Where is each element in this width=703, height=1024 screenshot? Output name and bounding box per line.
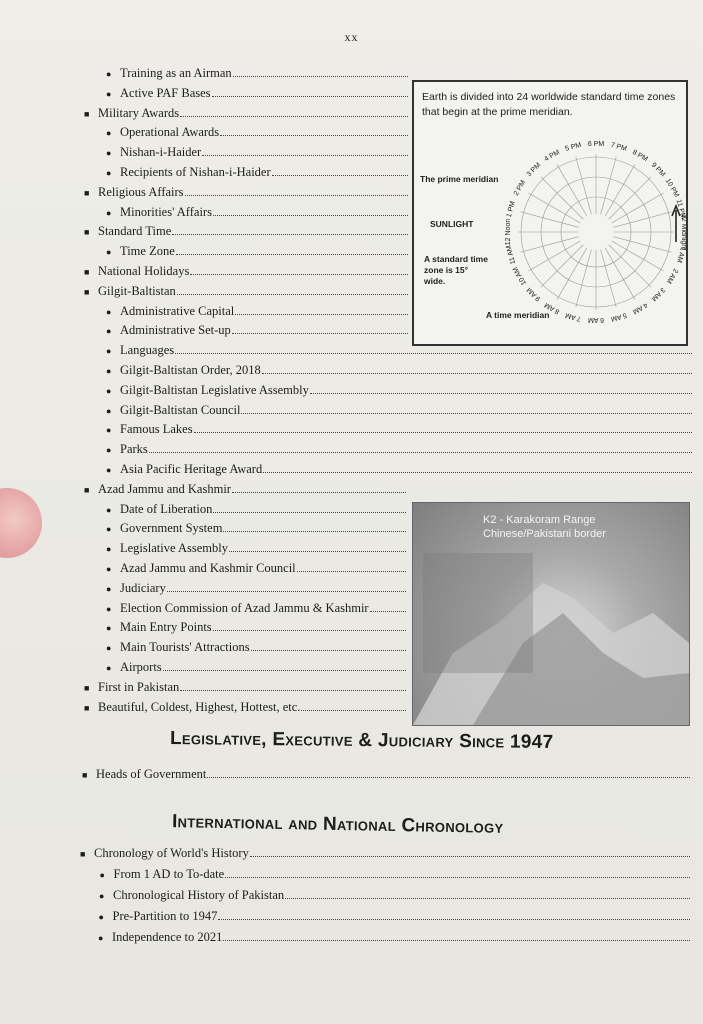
round-bullet-icon: ● [106,425,112,436]
dot-leader [175,353,692,354]
toc-entry-text: Administrative Set-up [120,323,231,338]
time-zone-ray [576,249,592,307]
round-bullet-icon: ● [106,564,112,574]
square-bullet-icon: ■ [84,484,90,495]
time-zone-figure [412,80,688,346]
time-zone-ray [528,193,580,223]
dot-leader [272,175,408,176]
toc-entry-text: Nishan-i-Haider [120,145,202,160]
hour-label: 3 PM [525,161,543,179]
toc-entry-text: First in Pakistan [98,679,180,694]
time-zone-ray [541,245,583,287]
toc-entry-text: Famous Lakes [120,422,193,437]
toc-entry-text: Gilgit-Baltistan [98,283,176,298]
dot-leader [229,551,406,552]
dot-leader [180,690,406,691]
round-bullet-icon: ● [106,623,112,634]
round-bullet-icon: ● [99,891,105,901]
hour-label: 12 Noon [504,218,512,246]
toc-entry-text: Religious Affairs [98,184,184,199]
toc-entry-text: Airports [120,660,162,674]
round-bullet-icon: ● [106,148,112,159]
hour-label: 6 PM [587,140,605,148]
toc-entry [106,383,692,399]
toc-entry-text: Chronology of World's History [94,846,249,860]
label-time-meridian: A time meridian [486,310,550,320]
toc-entry-text: Gilgit-Baltistan Council [120,402,241,417]
round-bullet-icon: ● [106,465,112,475]
hour-label: 1 PM [505,200,517,219]
toc-entry [106,343,692,359]
toc-entry [100,867,691,883]
time-zone-ray [521,237,579,253]
square-bullet-icon: ■ [84,227,90,238]
hour-label: 5 AM [610,311,628,323]
hour-label: 8 PM [631,148,649,164]
time-zone-ray [541,177,583,219]
toc-entry [106,462,692,478]
dot-leader [213,215,408,216]
square-bullet-icon: ■ [84,187,90,198]
time-zone-ray [613,237,671,253]
toc-entry-text: Heads of Government [96,767,207,781]
toc-entry-text: Time Zone [120,244,175,259]
toc-entry-text: Standard Time [98,224,172,239]
label-standard-zone-3: wide. [424,276,446,286]
toc-entry [106,66,408,82]
toc-entry-text: From 1 AD to To-date [113,867,225,881]
toc-entry [106,640,406,656]
round-bullet-icon: ● [106,207,112,218]
toc-entry [82,767,690,783]
square-bullet-icon: ■ [84,267,90,277]
toc-entry [106,521,406,537]
toc-entry [106,502,406,518]
time-zone-ray [601,249,617,307]
hour-label: 10 AM [512,265,529,287]
square-bullet-icon: ■ [80,849,86,859]
time-zone-ray [612,241,664,271]
round-bullet-icon: ● [106,128,112,139]
toc-entry-text: Gilgit-Baltistan Order, 2018 [120,363,261,377]
dot-leader [297,571,406,572]
dot-leader [263,472,692,473]
toc-entry [99,888,690,904]
toc-entry-text: Parks [120,442,148,457]
toc-entry [80,846,690,862]
toc-entry [84,185,408,201]
toc-entry [84,700,406,716]
dot-leader [213,630,406,631]
round-bullet-icon: ● [106,88,112,99]
dot-leader [285,898,690,899]
hour-label: 8 AM [543,300,561,315]
time-zone-ray [576,157,592,215]
dot-leader [163,670,406,671]
page-number: xx [344,30,359,44]
round-bullet-icon: ● [106,524,112,535]
toc-entry-text: Gilgit-Baltistan Legislative Assembly [120,382,309,397]
square-bullet-icon: ■ [84,682,90,693]
toc-entry-text: Date of Liberation [120,501,213,516]
toc-entry [98,930,690,946]
dot-leader [233,76,408,77]
round-bullet-icon: ● [106,445,112,456]
label-standard-zone-1: A standard time [424,254,488,264]
round-bullet-icon: ● [106,663,112,673]
time-zone-ray [609,245,651,287]
round-bullet-icon: ● [106,366,112,376]
round-bullet-icon: ● [106,544,112,555]
dot-leader [370,611,406,612]
dot-leader [220,135,408,136]
hour-label: 3 AM [649,285,667,303]
dot-leader [301,710,406,711]
dot-leader [241,413,692,414]
toc-entry [106,363,692,379]
hour-label: 1 AM [675,246,687,264]
round-bullet-icon: ● [106,504,112,515]
k2-caption-line2: Chinese/Pakistani border [483,528,606,540]
toc-entry [84,482,406,498]
dot-leader [149,452,692,453]
time-zone-ray [613,212,671,228]
toc-entry [106,125,408,141]
toc-entry-text: Chronological History of Pakistan [113,888,285,902]
dot-leader [251,650,406,651]
hour-label: 11 PM [674,198,687,220]
toc-entry [106,620,406,636]
hour-label: 4 AM [631,300,649,315]
round-bullet-icon: ● [98,933,104,943]
toc-entry-text: Azad Jammu and Kashmir Council [120,561,296,575]
toc-entry [106,601,406,617]
hour-label: 7 AM [564,311,582,323]
toc-entry [106,145,408,161]
time-zone-caption: Earth is divided into 24 worldwide standard time zones that begin at the prime meridian. [422,91,676,118]
time-zone-ray [557,248,587,300]
hour-label: 4 PM [543,148,561,164]
round-bullet-icon: ● [106,643,112,654]
round-bullet-icon: ● [106,385,112,396]
dot-leader [202,155,408,156]
toc-entry [106,205,408,221]
dot-leader [180,116,408,117]
hour-label: 11 AM [505,244,518,265]
dot-leader [185,195,408,196]
toc-entry-text: Azad Jammu and Kashmir [98,481,231,496]
hour-label: 2 AM [664,267,679,285]
round-bullet-icon: ● [106,326,112,337]
toc-entry-text: Election Commission of Azad Jammu & Kashmir [120,600,369,615]
toc-entry [106,660,406,676]
dot-leader [213,512,406,513]
time-zone-ray [557,164,587,216]
toc-entry-text: Main Entry Points [120,620,212,635]
dot-leader [250,856,690,857]
time-zone-ray [521,212,579,228]
toc-entry [106,244,408,260]
square-bullet-icon: ■ [84,286,90,297]
round-bullet-icon: ● [98,912,104,922]
toc-entry-text: Asia Pacific Heritage Award [120,462,263,476]
round-bullet-icon: ● [106,247,112,258]
toc-entry-text: Judiciary [120,580,166,595]
dot-leader [235,314,408,315]
section-heading-chronology: International and National Chronology [171,811,504,838]
label-standard-zone-2: zone is 15° [424,265,469,275]
round-bullet-icon: ● [106,603,112,614]
toc-entry-text: Government System [120,521,223,536]
toc-entry-text: Recipients of Nishan-i-Haider [120,165,271,179]
toc-entry-text: Pre-Partition to 1947 [112,909,218,923]
toc-entry-text: Minorities' Affairs [120,204,212,219]
toc-entry-text: Beautiful, Coldest, Highest, Hottest, etc. [98,699,301,714]
k2-caption-line1: K2 - Karakoram Range [483,514,596,526]
round-bullet-icon: ● [106,306,112,317]
dot-leader [194,432,692,433]
hour-label: 9 AM [525,285,543,303]
toc-entry-text: Administrative Capital [120,303,235,318]
dot-leader [212,96,408,97]
hour-label: 12 Midnight [680,213,688,251]
toc-entry-text: Main Tourists' Attractions [120,640,250,655]
dot-leader [225,877,690,878]
toc-entry-text: Active PAF Bases [120,85,211,100]
dot-leader [167,591,406,592]
section-heading-legislative: Legislative, Executive & Judiciary Since 1947 [169,727,554,754]
toc-entry-text: Training as an Airman [120,66,232,80]
square-bullet-icon: ■ [82,770,88,780]
toc-entry [84,106,408,122]
time-zone-ray [605,248,635,300]
dot-leader [177,294,408,295]
round-bullet-icon: ● [106,405,112,416]
toc-entry-text: Independence to 2021 [112,930,223,944]
square-bullet-icon: ■ [84,702,90,713]
toc-entry [84,284,408,300]
hour-label: 6 AM [588,316,604,324]
toc-entry-text: National Holidays [98,264,190,278]
toc-entry [106,304,408,320]
time-zone-ray [605,164,635,216]
round-bullet-icon: ● [106,69,112,79]
dot-leader [223,531,406,532]
time-zone-ray [612,193,664,223]
toc-entry [99,909,691,925]
toc-entry [84,264,408,280]
toc-entry-text: Legislative Assembly [120,541,228,556]
rotation-arrow-icon [672,206,680,242]
time-zone-ray [601,157,617,215]
dot-leader [172,234,408,235]
time-zone-ray [609,177,651,219]
toc-entry [106,323,408,339]
toc-entry-text: Operational Awards [120,125,220,140]
toc-entry [106,403,692,419]
k2-caption [483,513,606,541]
round-bullet-icon: ● [99,870,105,880]
thumb-finger [0,488,42,558]
round-bullet-icon: ● [106,583,112,594]
dot-leader [218,919,690,920]
label-prime-meridian: The prime meridian [420,174,499,184]
time-zone-ray [528,241,580,271]
toc-entry [106,442,692,458]
toc-entry [84,680,406,696]
round-bullet-icon: ● [106,346,112,357]
dot-leader [207,777,690,778]
toc-entry-text: Languages [120,343,175,358]
dot-leader [262,373,692,374]
dot-leader [310,393,692,394]
dot-leader [223,940,690,941]
dot-leader [232,333,408,334]
hour-label: 10 PM [663,177,681,199]
toc-entry [106,541,406,557]
toc-entry [106,422,692,438]
label-sunlight: SUNLIGHT [430,219,474,229]
dot-leader [190,274,408,275]
square-bullet-icon: ■ [84,108,90,119]
dot-leader [176,254,408,255]
k2-photo [412,502,690,726]
toc-entry [106,86,408,102]
toc-entry [106,561,406,577]
toc-entry [106,581,406,597]
toc-entry [106,165,408,181]
hour-label: 5 PM [564,141,583,153]
hour-label: 7 PM [609,141,628,153]
round-bullet-icon: ● [106,168,112,178]
toc-entry-text: Military Awards [98,105,180,120]
hour-label: 2 PM [512,179,528,197]
toc-entry [84,224,408,240]
hour-label: 9 PM [649,161,667,179]
dot-leader [232,492,406,493]
time-zone-diagram [414,82,686,344]
